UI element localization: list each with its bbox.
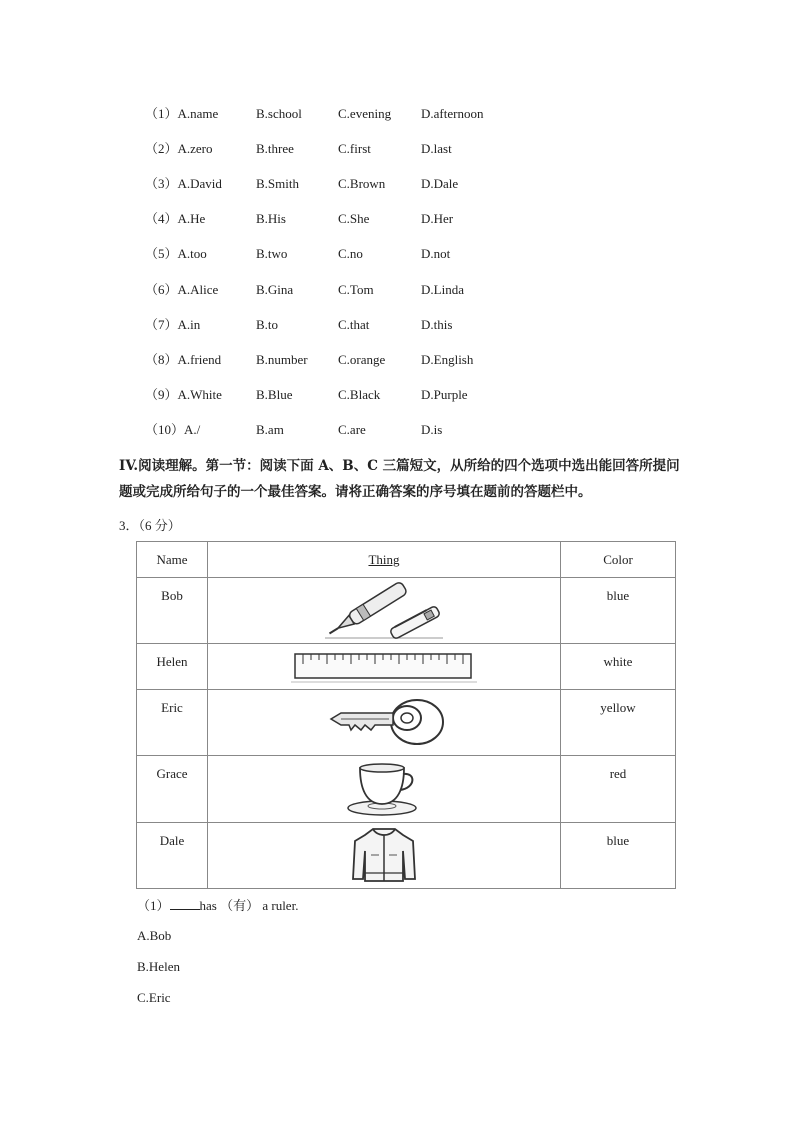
option-c: C.Brown bbox=[338, 176, 386, 191]
option-d: D.last bbox=[421, 141, 452, 156]
option-d: D.is bbox=[421, 422, 443, 437]
option-d: D.English bbox=[421, 352, 474, 367]
table-row bbox=[137, 644, 676, 690]
option-a: （10）A./ bbox=[145, 422, 201, 437]
option-a: （1）A.name bbox=[145, 106, 219, 121]
option-c: C.Tom bbox=[338, 282, 374, 297]
option-c: C.Black bbox=[338, 387, 381, 402]
row-name: Dale bbox=[159, 833, 185, 848]
keys-icon bbox=[319, 692, 449, 752]
option-a: （8）A.friend bbox=[145, 352, 222, 367]
thing-table bbox=[136, 541, 676, 889]
option-d: D.this bbox=[421, 317, 453, 332]
option-d: D.Dale bbox=[421, 176, 459, 191]
option-b: B.two bbox=[256, 246, 288, 261]
option-a: （3）A.David bbox=[145, 176, 222, 191]
option-c: C.evening bbox=[338, 106, 392, 121]
option-b: B.Smith bbox=[256, 176, 299, 191]
option-b: B.number bbox=[256, 352, 308, 367]
option-b: B.Gina bbox=[256, 282, 294, 297]
row-color: blue bbox=[606, 833, 630, 848]
option-d: D.Purple bbox=[421, 387, 468, 402]
option-a: （9）A.White bbox=[145, 387, 222, 402]
answer-option-c[interactable]: C.Eric bbox=[137, 990, 171, 1005]
option-d: D.afternoon bbox=[421, 106, 484, 121]
question-number: 3．（6 分） bbox=[119, 518, 181, 533]
option-c: C.no bbox=[338, 246, 363, 261]
header-color: Color bbox=[561, 542, 676, 578]
row-name: Bob bbox=[161, 588, 183, 603]
table-row bbox=[137, 690, 676, 756]
option-b: B.am bbox=[256, 422, 284, 437]
option-b: B.Blue bbox=[256, 387, 293, 402]
header-thing: Thing bbox=[208, 542, 561, 578]
row-color: red bbox=[609, 766, 627, 781]
option-c: C.first bbox=[338, 141, 371, 156]
option-d: D.not bbox=[421, 246, 451, 261]
table-header-row bbox=[137, 542, 676, 578]
table-row bbox=[137, 578, 676, 644]
row-color: white bbox=[603, 654, 633, 669]
option-b: B.school bbox=[256, 106, 302, 121]
option-d: D.Her bbox=[421, 211, 454, 226]
header-name: Name bbox=[137, 542, 208, 578]
option-c: C.are bbox=[338, 422, 366, 437]
sub-question-text: has （有） a ruler. bbox=[199, 898, 299, 913]
option-a: （4）A.He bbox=[145, 211, 206, 226]
option-c: C.that bbox=[338, 317, 370, 332]
option-c: C.orange bbox=[338, 352, 386, 367]
option-d: D.Linda bbox=[421, 282, 464, 297]
option-a: （7）A.in bbox=[145, 317, 201, 332]
option-a: （6）A.Alice bbox=[145, 282, 219, 297]
pen-icon bbox=[319, 580, 449, 642]
row-name: Eric bbox=[161, 700, 183, 715]
row-name: Helen bbox=[156, 654, 188, 669]
row-name: Grace bbox=[156, 766, 188, 781]
answer-option-a[interactable]: A.Bob bbox=[137, 928, 172, 943]
table-row bbox=[137, 823, 676, 889]
row-color: blue bbox=[606, 588, 630, 603]
section-heading: IV.阅读理解。第一节：阅读下面 A、B、C 三篇短文，从所给的四个选项中选出能回答所提问题或完成所给句子的一个最佳答案。请将正确答案的序号填在题前的答题栏中。 bbox=[119, 458, 680, 500]
option-b: B.His bbox=[256, 211, 286, 226]
option-a: （5）A.too bbox=[145, 246, 207, 261]
jacket-icon bbox=[349, 825, 419, 885]
option-c: C.She bbox=[338, 211, 370, 226]
table-row bbox=[137, 756, 676, 823]
option-a: （2）A.zero bbox=[145, 141, 213, 156]
ruler-icon bbox=[289, 646, 479, 686]
row-color: yellow bbox=[600, 700, 636, 715]
option-b: B.to bbox=[256, 317, 279, 332]
cup-icon bbox=[344, 758, 424, 820]
option-b: B.three bbox=[256, 141, 294, 156]
sub-question bbox=[137, 897, 298, 915]
answer-blank[interactable] bbox=[170, 897, 200, 910]
sub-question-number: （1） bbox=[137, 898, 170, 913]
answer-option-b[interactable]: B.Helen bbox=[137, 959, 180, 974]
